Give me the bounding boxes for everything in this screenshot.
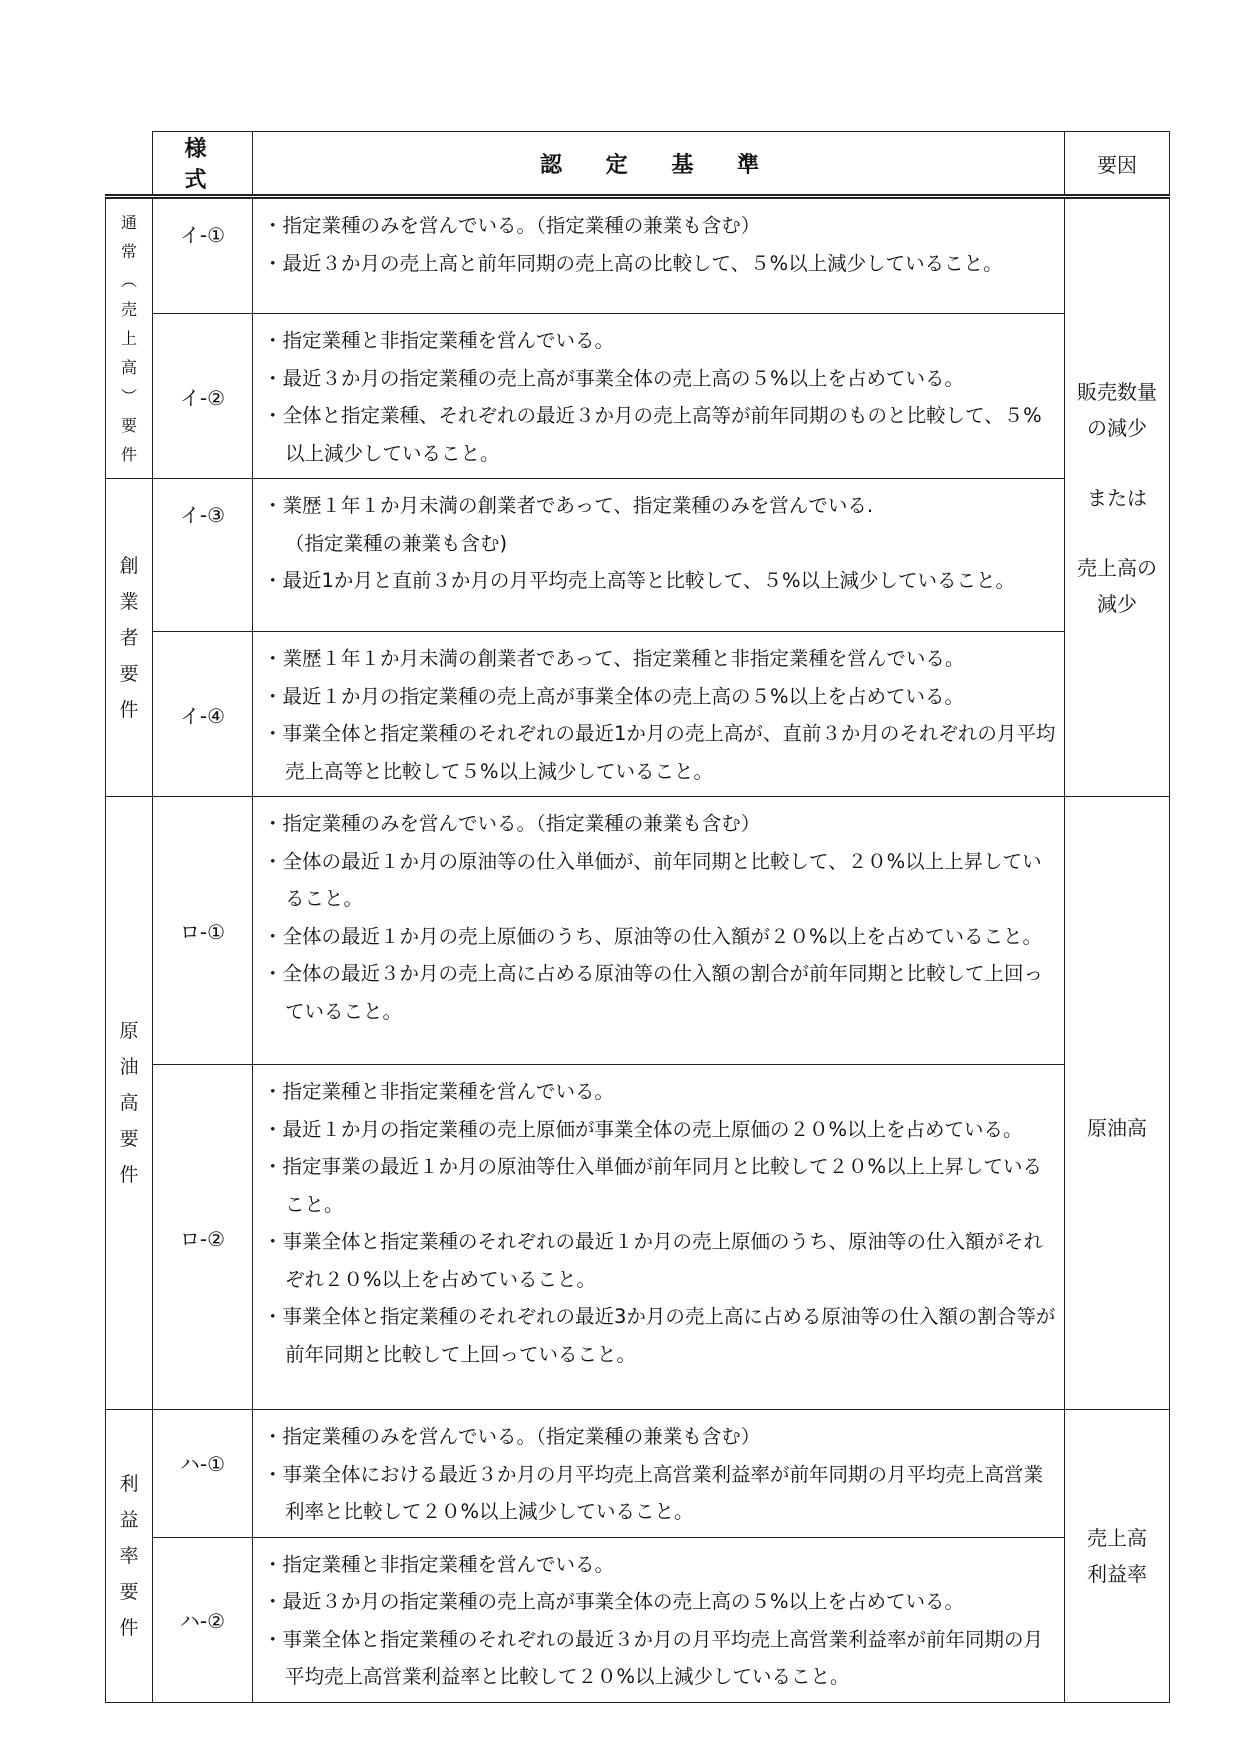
criteria-item: ・指定業種と非指定業種を営んでいる。 xyxy=(263,1552,615,1576)
criteria-item: ・指定業種と非指定業種を営んでいる。 xyxy=(263,329,615,352)
criteria-cell xyxy=(253,797,1065,1065)
category-profit-rate: 利 益 率 要 件 xyxy=(106,1410,153,1703)
table-row xyxy=(106,1537,1170,1702)
form-cell: イ-② xyxy=(153,314,253,479)
criteria-item: ・事業全体と指定業種のそれぞれの最近３か月の月平均売上高営業利益率が前年同期の月平均売上高営業利益率と比較して２０%以上減少していること。 xyxy=(263,1627,1044,1688)
criteria-cell xyxy=(253,1410,1065,1538)
criteria-item: ・事業全体と指定業種のそれぞれの最近1か月の売上高が、直前３か月のそれぞれの月平均売上高等と比較して５%以上減少していること。 xyxy=(263,722,1056,783)
criteria-cell xyxy=(253,632,1065,797)
table-row xyxy=(106,797,1170,1065)
criteria-item: ・全体の最近１か月の売上原価のうち、原油等の仕入額が２０%以上を占めていること。 xyxy=(263,924,1043,948)
table-row xyxy=(106,632,1170,797)
factor-sales-decrease: 販売数量 の減少 または 売上高の 減少 xyxy=(1065,197,1170,797)
category-normal-sales: 通 常 ︵ 売 上 高 ︶ 要 件 xyxy=(106,197,153,479)
table-row xyxy=(106,1410,1170,1538)
criteria-item: ・全体の最近３か月の売上高に占める原油等の仕入額の割合が前年同期と比較して上回っていること。 xyxy=(263,962,1044,1023)
form-cell: イ-① xyxy=(153,197,253,314)
criteria-item: ・業歴１年１か月未満の創業者であって、指定業種のみを営んでいる. xyxy=(263,494,874,517)
criteria-item: （指定業種の兼業も含む) xyxy=(285,531,508,555)
category-startup: 創 業 者 要 件 xyxy=(106,479,153,797)
table-row xyxy=(106,1065,1170,1410)
criteria-item: ・事業全体と指定業種のそれぞれの最近１か月の売上原価のうち、原油等の仕入額がそれぞれ２０%以上を占めていること。 xyxy=(263,1230,1044,1291)
criteria-item: ・最近1か月と直前３か月の月平均売上高等と比較して、５%以上減少していること。 xyxy=(263,569,1016,592)
category-oil-price: 原 油 高 要 件 xyxy=(106,797,153,1410)
form-cell: イ-③ xyxy=(153,479,253,632)
criteria-item: ・指定業種のみを営んでいる。（指定業種の兼業も含む） xyxy=(263,812,761,835)
criteria-item: ・全体の最近１か月の原油等の仕入単価が、前年同期と比較して、２０%以上上昇していること。 xyxy=(263,849,1042,910)
form-cell: ハ-② xyxy=(153,1537,253,1702)
table-row xyxy=(106,479,1170,632)
factor-profit-rate: 売上高 利益率 xyxy=(1065,1410,1170,1703)
criteria-item: ・指定業種と非指定業種を営んでいる。 xyxy=(263,1080,615,1103)
criteria-item: ・最近１か月の指定業種の売上原価が事業全体の売上原価の２０%以上を占めている。 xyxy=(263,1117,1023,1141)
header-blank-cell xyxy=(106,132,153,197)
form-cell: イ-④ xyxy=(153,632,253,797)
header-criteria: 認 定 基 準 xyxy=(253,132,1065,197)
form-cell: ハ-① xyxy=(153,1410,253,1538)
criteria-item: ・全体と指定業種、それぞれの最近３か月の売上高等が前年同期のものと比較して、５%以上減少していること。 xyxy=(263,404,1042,465)
criteria-item: ・最近３か月の指定業種の売上高が事業全体の売上高の５%以上を占めている。 xyxy=(263,1590,965,1613)
criteria-item: ・最近３か月の指定業種の売上高が事業全体の売上高の５%以上を占めている。 xyxy=(263,366,965,390)
criteria-cell xyxy=(253,314,1065,479)
factor-oil-price: 原油高 xyxy=(1065,797,1170,1410)
criteria-item: ・事業全体と指定業種のそれぞれの最近3か月の売上高に占める原油等の仕入額の割合等が前年同期と比較して上回っていること。 xyxy=(263,1305,1056,1366)
criteria-cell xyxy=(253,479,1065,632)
criteria-item: ・指定事業の最近１か月の原油等仕入単価が前年同月と比較して２０%以上上昇していること。 xyxy=(263,1155,1043,1216)
header-factor: 要因 xyxy=(1065,132,1170,197)
header-form: 様 式 xyxy=(153,132,253,197)
criteria-item: ・指定業種のみを営んでいる。（指定業種の兼業も含む） xyxy=(263,214,761,237)
table-header-row xyxy=(106,132,1170,197)
certification-criteria-table xyxy=(105,131,1170,1703)
form-cell: ロ-① xyxy=(153,797,253,1065)
criteria-cell xyxy=(253,1537,1065,1702)
criteria-item: ・事業全体における最近３か月の月平均売上高営業利益率が前年同期の月平均売上高営業利率と比較して２０%以上減少していること。 xyxy=(263,1462,1044,1523)
criteria-item: ・最近３か月の売上高と前年同期の売上高の比較して、５%以上減少していること。 xyxy=(263,251,1003,275)
criteria-item: ・業歴１年１か月未満の創業者であって、指定業種と非指定業種を営んでいる。 xyxy=(263,647,965,670)
criteria-item: ・指定業種のみを営んでいる。（指定業種の兼業も含む） xyxy=(263,1425,761,1448)
table-row xyxy=(106,197,1170,314)
table-row xyxy=(106,314,1170,479)
criteria-cell xyxy=(253,1065,1065,1410)
criteria-cell xyxy=(253,197,1065,314)
form-cell: ロ-② xyxy=(153,1065,253,1410)
criteria-item: ・最近１か月の指定業種の売上高が事業全体の売上高の５%以上を占めている。 xyxy=(263,684,965,708)
